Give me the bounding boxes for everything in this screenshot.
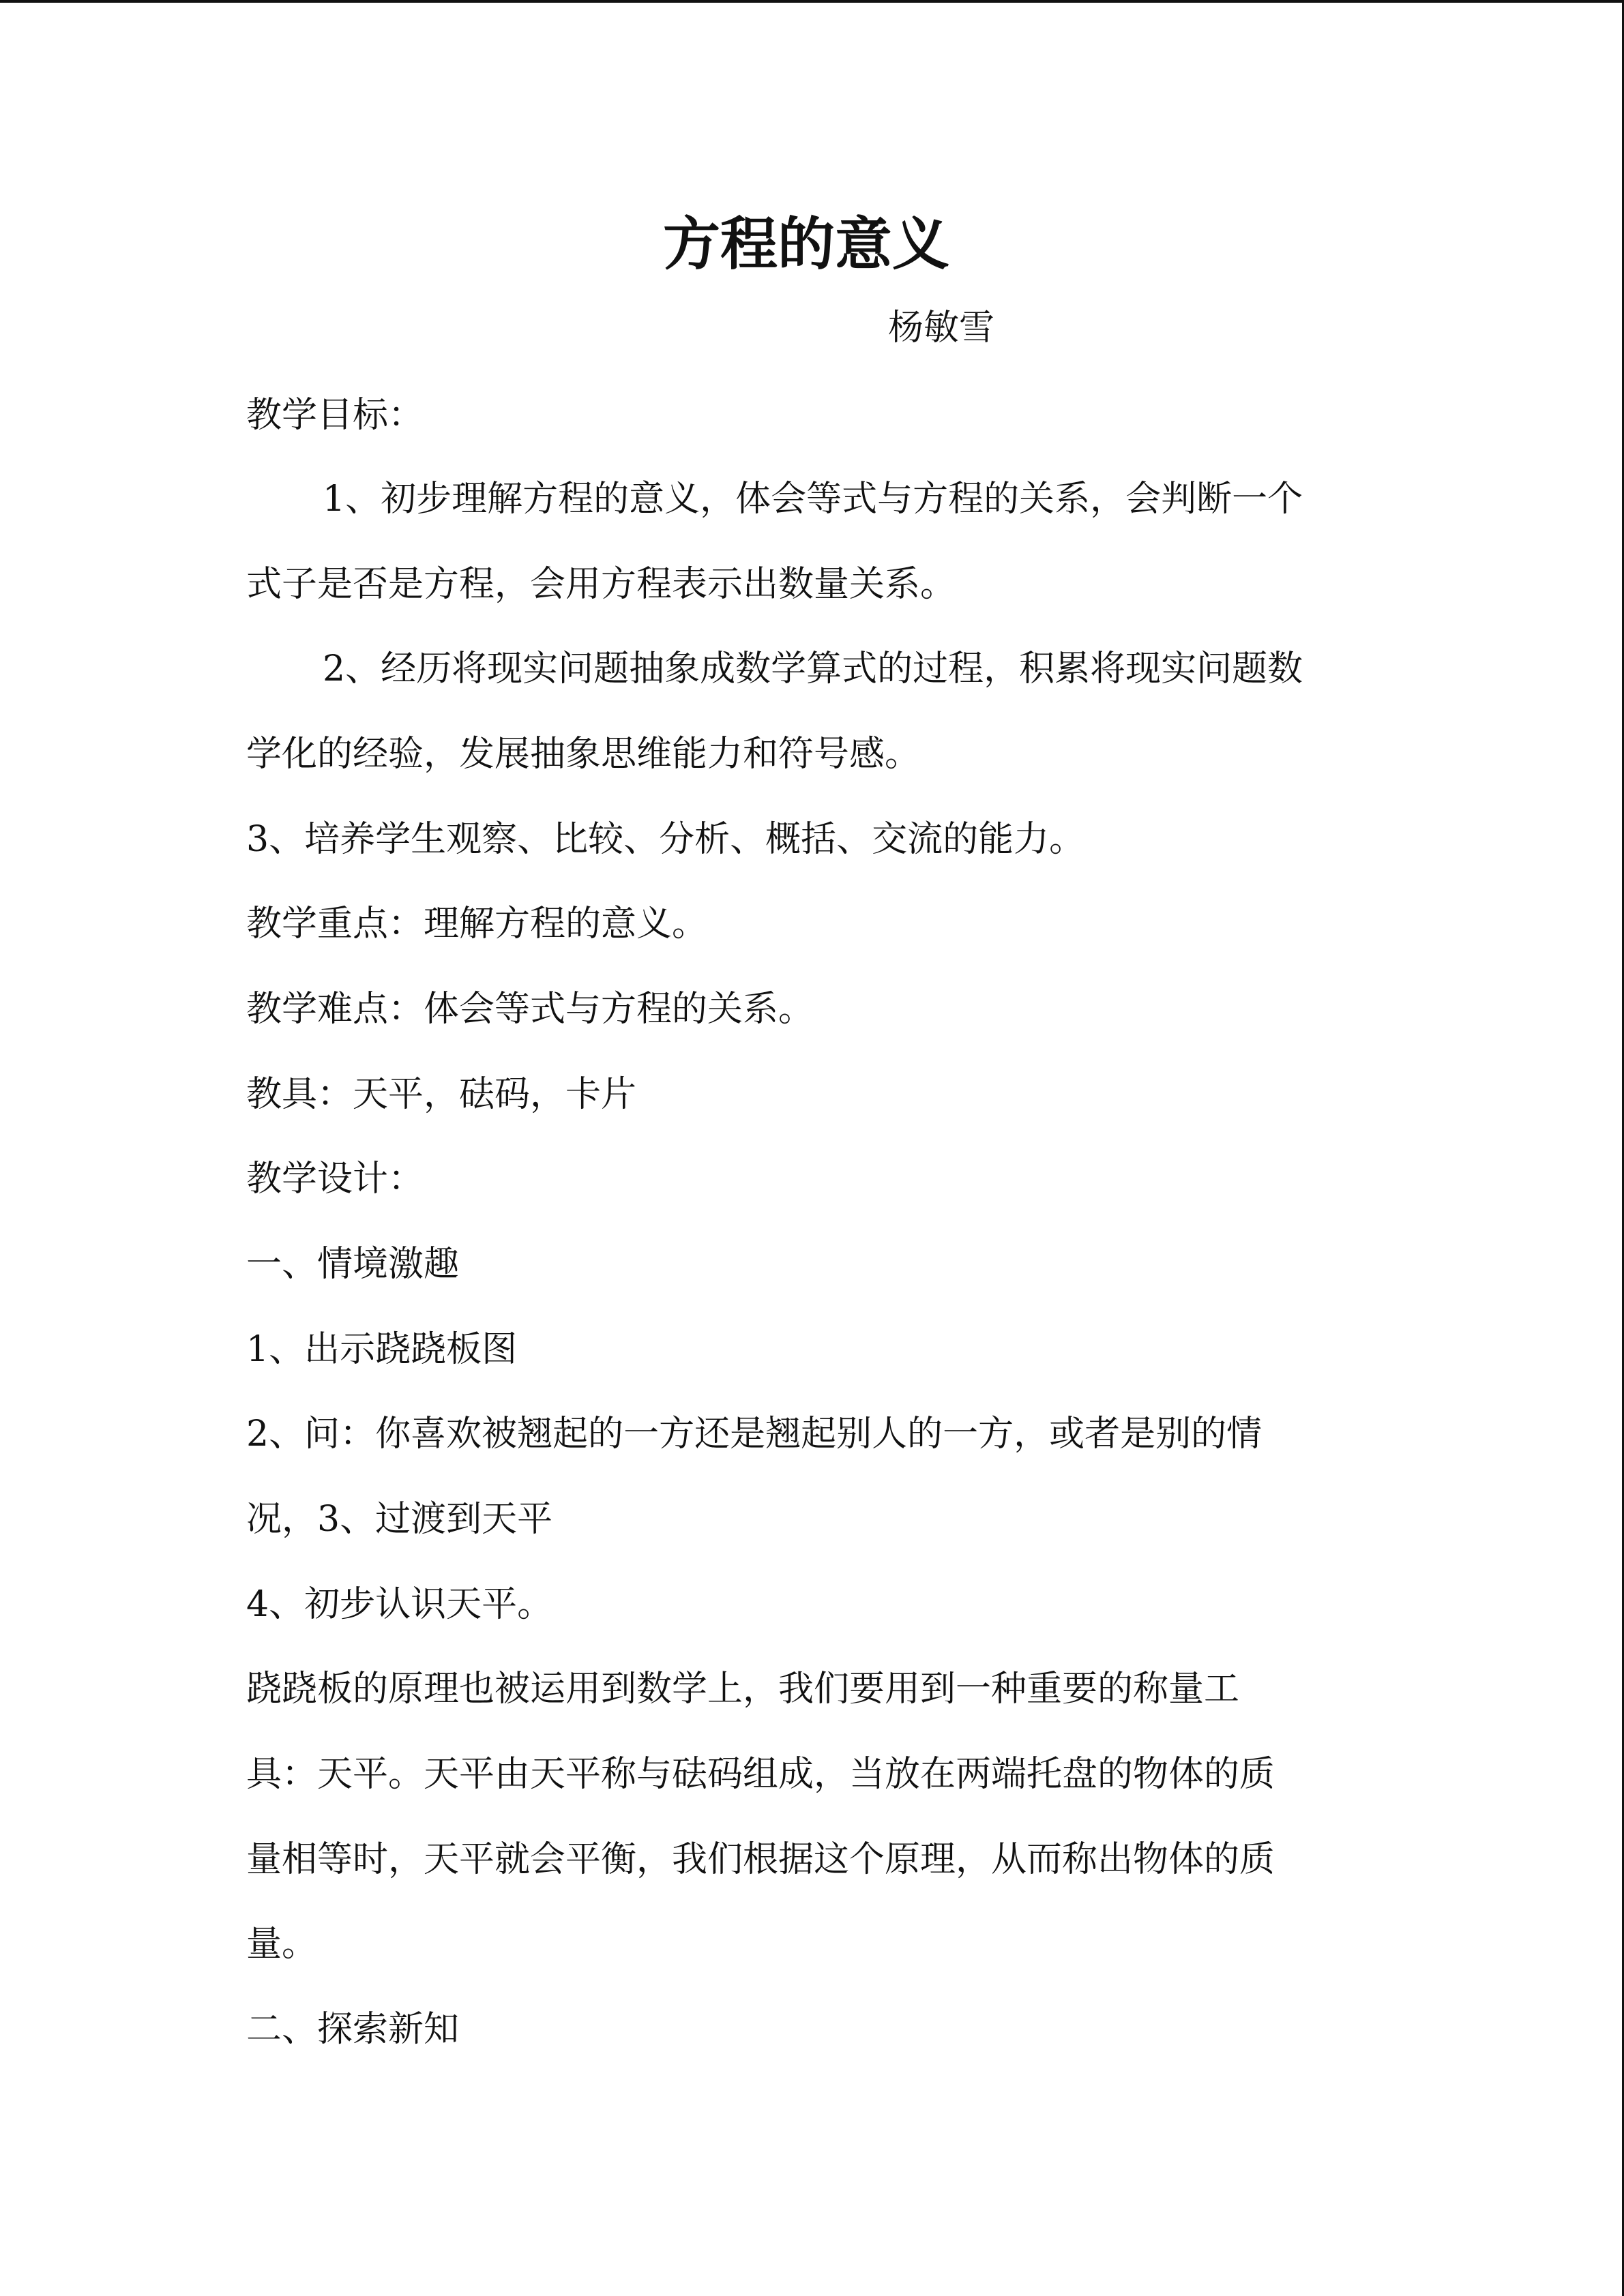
goal-1-line-2: 式子是否是方程，会用方程表示出数量关系。 [246,564,956,605]
step-2-line-1: 2、问：你喜欢被翘起的一方还是翘起别人的一方，或者是别的情 [246,1414,1263,1455]
goal-2-line-2: 学化的经验，发展抽象思维能力和符号感。 [246,734,921,775]
paragraph-line-4: 量。 [246,1924,318,1965]
step-4: 4、初步认识天平。 [246,1584,553,1625]
document-title: 方程的意义 [663,211,950,278]
paragraph-line-3: 量相等时，天平就会平衡，我们根据这个原理，从而称出物体的质 [246,1839,1275,1880]
teaching-difficulty: 教学难点：体会等式与方程的关系。 [246,989,814,1030]
step-1: 1、出示跷跷板图 [246,1329,518,1370]
paragraph-line-2: 具：天平。天平由天平称与砝码组成，当放在两端托盘的物体的质 [246,1754,1275,1795]
paragraph-line-1: 跷跷板的原理也被运用到数学上，我们要用到一种重要的称量工 [246,1669,1240,1710]
goal-3: 3、培养学生观察、比较、分析、概括、交流的能力。 [246,819,1085,860]
heading-teaching-goals: 教学目标： [246,395,424,436]
teaching-key-point: 教学重点：理解方程的意义。 [246,904,708,944]
section-2-heading: 二、探索新知 [246,2009,460,2050]
goal-1-line-1: 1、初步理解方程的意义，体会等式与方程的关系，会判断一个 [323,479,1303,520]
step-2-line-2: 况，3、过渡到天平 [246,1499,553,1540]
heading-teaching-design: 教学设计： [246,1159,424,1199]
goal-2-line-1: 2、经历将现实问题抽象成数学算式的过程，积累将现实问题数 [323,648,1303,689]
teaching-aids: 教具：天平，砝码，卡片 [246,1074,637,1115]
section-1-heading: 一、情境激趣 [246,1244,460,1285]
author-name: 杨敏雪 [888,308,995,348]
